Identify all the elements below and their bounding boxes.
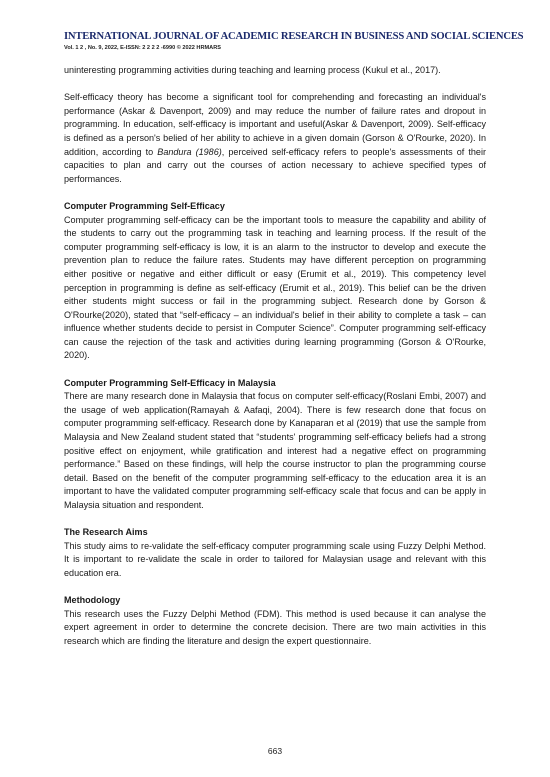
paragraph-self-efficacy-theory bbox=[64, 91, 486, 186]
page-number: 663 bbox=[267, 746, 283, 756]
paragraph-malaysia: There are many research done in Malaysia that focus on computer self-efficacy(Roslani Embi, 2007) and the usage of web application(Ramayah & Aafaqi, 2004). There is few research done that focus on computer programming self-efficacy. Research done by Kanaparan et al (2019) that use the sample from Malaysia and New Zealand student stated that “students' programming self-efficacy beliefs had a strong positive effect on enjoyment, while gratification and interest had a negative effect on programming performance.” Based on these findings, will help the course instructor to plan the programming course detail. Based on the benefit of the computer programming self-efficacy to the education area it is an important to have the validated computer programming self-efficacy scale that focus and can be apply in Malaysia situation and respondent. bbox=[64, 391, 486, 510]
section-heading-research-aims: The Research Aims bbox=[64, 527, 148, 538]
paragraph-text: , perceived self-efficacy refers to people's assessments of their capacities to plan and carry out the courses of action necessary to achieve specified types of performances. bbox=[64, 146, 486, 184]
paragraph-intro-continued: uninteresting programming activities during teaching and learning process (Kukul et al., 2017). bbox=[64, 65, 441, 75]
section-heading-programming-self-efficacy: Computer Programming Self-Efficacy bbox=[64, 200, 225, 211]
section-heading-malaysia: Computer Programming Self-Efficacy in Malaysia bbox=[64, 377, 276, 388]
paragraph-research-aims: This study aims to re-validate the self-efficacy computer programming scale using Fuzzy Delphi Method. It is important to re-validate the scale in order to tailored for Malaysian usage and relevant with this education era. bbox=[64, 540, 486, 578]
citation-bandura: Bandura (1986) bbox=[157, 146, 222, 157]
paragraph-methodology: This research uses the Fuzzy Delphi Method (FDM). This method is used because it can analyse the expert agreement in order to determine the concrete decision. There are two main activities in this research which are finding the literature and design the expert questionnaire. bbox=[64, 608, 486, 646]
journal-title: INTERNATIONAL JOURNAL OF ACADEMIC RESEARCH IN BUSINESS AND SOCIAL SCIENCES bbox=[64, 31, 524, 42]
paragraph-text: Self-efficacy theory has become a significant tool for comprehending and forecasting an individual's performance (Askar & Davenport, 2009) and may reduce the number of failure rates and dropout in programming. In education, self-efficacy is important and useful(Askar & Davenport, 2009). Self-efficacy is defined as a person's belied of her ability to achieve in a given domain (Gorson & O'Rourke, 2020). In addition, according to bbox=[64, 92, 486, 157]
paragraph-programming-self-efficacy: Computer programming self-efficacy can be the important tools to measure the capability and ability of the students to carry out the programming task in teaching and learning process. If the result of the computer programming self-efficacy is low, it is an alarm to the instructor to develop and execute the prevention plan to reduce the failure rates. Students may have different perception on programming either positive or negative and either difficult or easy (Erumit et al., 2019). This competency level perception in programming is define as self-efficacy (Erumit et al., 2019). This belief can be the driven either students might success or fail in the programming subject. Research done by Gorson & O'Rourke(2020), stated that “self-efficacy – an individual's belief in their ability to complete a task – can influence whether students decide to persist in Computer Science”. Computer programming self-efficacy can cause the rejection of the task and activities during learning programming (Gorson & O'Rourke, 2020). bbox=[64, 214, 486, 361]
section-heading-methodology: Methodology bbox=[64, 595, 121, 606]
journal-meta: Vol. 1 2 , No. 9, 2022, E-ISSN: 2 2 2 2 -6990 © 2022 HRMARS bbox=[64, 45, 221, 51]
article-body bbox=[64, 64, 486, 662]
